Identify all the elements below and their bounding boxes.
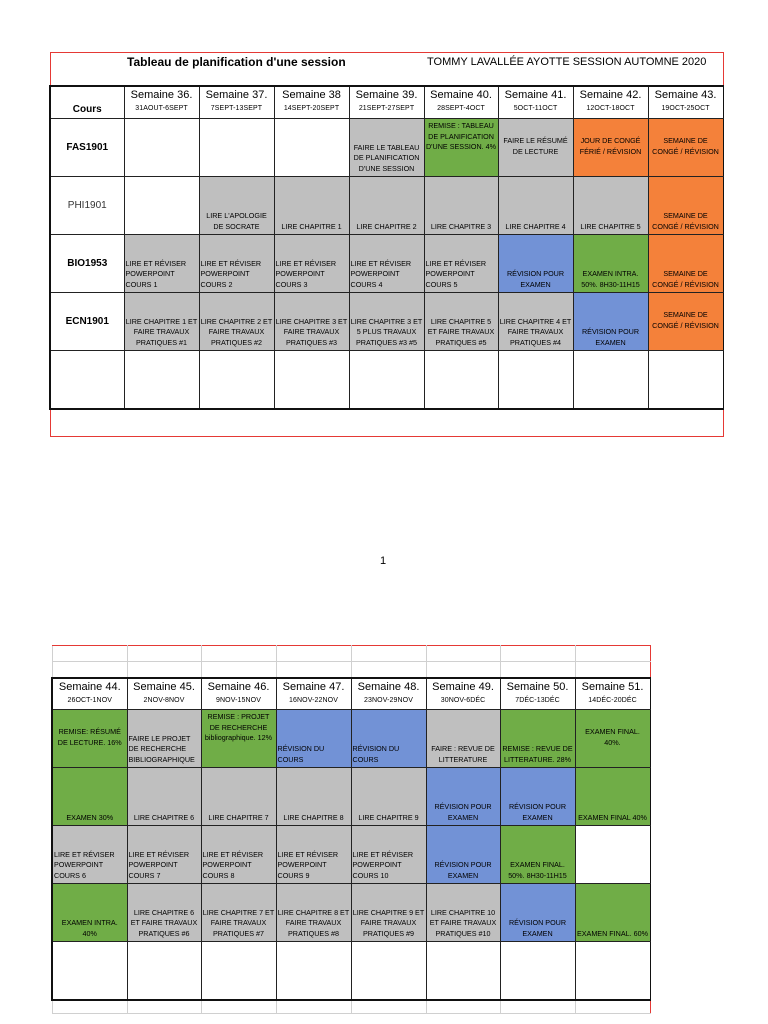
- planning-cell: RÉVISION POUR EXAMEN: [426, 768, 500, 826]
- grid-cell: [274, 71, 349, 86]
- grid-cell: [648, 409, 723, 423]
- week-label: Semaine 43.: [654, 89, 717, 102]
- planning-cell: RÉVISION DU COURS: [351, 710, 426, 768]
- week-label: Semaine 41.: [504, 89, 567, 102]
- week-header: [424, 86, 498, 119]
- week-header: [127, 678, 201, 710]
- planning-cell: LIRE ET RÉVISER POWERPOINT COURS 2: [199, 235, 274, 293]
- planning-cell: LIRE ET RÉVISER POWERPOINT COURS 8: [201, 826, 276, 884]
- grid-cell: [498, 409, 573, 423]
- week-label: Semaine 36.: [130, 89, 193, 102]
- student-session-label: TOMMY LAVALLÉE AYOTTE SESSION AUTOMNE 2020: [424, 53, 723, 71]
- week-dates: 14DÉC-20DÉC: [588, 696, 637, 704]
- grid-cell: [50, 71, 124, 86]
- grid-cell: [575, 662, 650, 678]
- week-label: Semaine 38: [282, 89, 341, 102]
- week-header: [426, 678, 500, 710]
- grid-cell: [199, 351, 274, 409]
- week-dates: 26OCT-1NOV: [67, 696, 113, 704]
- planning-cell: LIRE ET RÉVISER POWERPOINT COURS 3: [274, 235, 349, 293]
- page-number: 1: [380, 555, 387, 567]
- planning-cell: EXAMEN FINAL. 40%.: [575, 710, 650, 768]
- week-label: Semaine 50.: [506, 680, 569, 693]
- grid-cell: [127, 646, 201, 662]
- planning-cell: REMISE: RÉSUMÉ DE LECTURE. 16%: [52, 710, 127, 768]
- planning-cell: FAIRE : REVUE DE LITTERATURE: [426, 710, 500, 768]
- grid-cell: [50, 423, 124, 437]
- grid-cell: [276, 942, 351, 1000]
- planning-cell: EXAMEN FINAL. 60%: [575, 884, 650, 942]
- week-header: [199, 86, 274, 119]
- grid-cell: [127, 1000, 201, 1014]
- empty-cell: [52, 942, 127, 1000]
- week-label: Semaine 42.: [579, 89, 642, 102]
- grid-cell: [351, 646, 426, 662]
- grid-cell: [575, 1000, 650, 1014]
- course-code: PHI1901: [50, 177, 124, 235]
- planning-cell: FAIRE LE RÉSUMÉ DE LECTURE: [498, 119, 573, 177]
- empty-cell: [50, 351, 124, 409]
- planning-cell: LIRE CHAPITRE 10 ET FAIRE TRAVAUX PRATIQUES #10: [426, 884, 500, 942]
- grid-cell: [573, 351, 648, 409]
- planning-cell: LIRE ET RÉVISER POWERPOINT COURS 5: [424, 235, 498, 293]
- week-label: Semaine 51.: [581, 680, 644, 693]
- week-dates: 7DÉC-13DÉC: [515, 696, 560, 704]
- planning-cell: LIRE CHAPITRE 9: [351, 768, 426, 826]
- week-label: Semaine 47.: [282, 680, 345, 693]
- planning-cell: [124, 119, 199, 177]
- course-code: ECN1901: [50, 293, 124, 351]
- planning-cell: EXAMEN FINAL. 50%. 8H30-11H15: [500, 826, 575, 884]
- planning-cell: LIRE ET RÉVISER POWERPOINT COURS 10: [351, 826, 426, 884]
- grid-cell: [573, 71, 648, 86]
- planning-cell: LIRE CHAPITRE 3: [424, 177, 498, 235]
- week-dates: 31AOUT-6SEPT: [135, 105, 188, 113]
- week-header: [498, 86, 573, 119]
- grid-cell: [50, 409, 124, 423]
- week-header: [124, 86, 199, 119]
- planning-cell: FAIRE LE PROJET DE RECHERCHE BIBLIOGRAPHIQUE: [127, 710, 201, 768]
- planning-cell: REMISE : PROJET DE RECHERCHE bibliographique. 12%: [201, 710, 276, 768]
- planning-cell: LIRE L'APOLOGIE DE SOCRATE: [199, 177, 274, 235]
- grid-cell: [648, 423, 723, 437]
- week-dates: 16NOV-22NOV: [289, 696, 338, 704]
- grid-cell: [274, 409, 349, 423]
- week-header: [201, 678, 276, 710]
- column-header-cours: Cours: [50, 86, 124, 119]
- grid-cell: [201, 1000, 276, 1014]
- planning-cell: LIRE CHAPITRE 3 ET FAIRE TRAVAUX PRATIQUES #3: [274, 293, 349, 351]
- grid-cell: [274, 351, 349, 409]
- grid-cell: [426, 1000, 500, 1014]
- planning-cell: LIRE CHAPITRE 2 ET FAIRE TRAVAUX PRATIQUES #2: [199, 293, 274, 351]
- week-header: [351, 678, 426, 710]
- grid-cell: [52, 646, 127, 662]
- grid-cell: [127, 662, 201, 678]
- grid-cell: [349, 423, 424, 437]
- course-code: FAS1901: [50, 119, 124, 177]
- week-header: [274, 86, 349, 119]
- empty-cell: [50, 53, 124, 71]
- week-header: [52, 678, 127, 710]
- grid-cell: [276, 662, 351, 678]
- grid-cell: [351, 942, 426, 1000]
- week-label: Semaine 44.: [58, 680, 121, 693]
- week-label: Semaine 48.: [357, 680, 420, 693]
- planning-cell: SEMAINE DE CONGÉ / RÉVISION: [648, 177, 723, 235]
- week-label: Semaine 37.: [205, 89, 268, 102]
- grid-cell: [575, 646, 650, 662]
- planning-cell: LIRE CHAPITRE 4: [498, 177, 573, 235]
- course-code: BIO1953: [50, 235, 124, 293]
- week-label: Semaine 40.: [430, 89, 492, 102]
- empty-cell: [349, 53, 424, 71]
- week-dates: 23NOV-29NOV: [364, 696, 413, 704]
- planning-cell: LIRE CHAPITRE 1: [274, 177, 349, 235]
- grid-cell: [648, 71, 723, 86]
- grid-cell: [500, 646, 575, 662]
- planning-cell: RÉVISION POUR EXAMEN: [500, 884, 575, 942]
- planning-cell: LIRE ET RÉVISER POWERPOINT COURS 1: [124, 235, 199, 293]
- week-dates: 30NOV-6DÉC: [440, 696, 486, 704]
- week-dates: 7SEPT-13SEPT: [210, 105, 263, 113]
- grid-cell: [424, 71, 498, 86]
- grid-cell: [426, 646, 500, 662]
- grid-cell: [500, 942, 575, 1000]
- grid-cell: [500, 662, 575, 678]
- planning-table-page-1: [49, 52, 724, 437]
- planning-cell: REMISE : REVUE DE LITTERATURE. 28%: [500, 710, 575, 768]
- planning-table-page-2: [51, 645, 651, 1014]
- planning-cell: SEMAINE DE CONGÉ / RÉVISION: [648, 293, 723, 351]
- planning-cell: [274, 119, 349, 177]
- planning-cell: LIRE CHAPITRE 5 ET FAIRE TRAVAUX PRATIQUES #5: [424, 293, 498, 351]
- planning-cell: LIRE CHAPITRE 6 ET FAIRE TRAVAUX PRATIQUES #6: [127, 884, 201, 942]
- grid-cell: [349, 409, 424, 423]
- planning-cell: LIRE CHAPITRE 9 ET FAIRE TRAVAUX PRATIQUES #9: [351, 884, 426, 942]
- planning-cell: RÉVISION POUR EXAMEN: [500, 768, 575, 826]
- week-header: [500, 678, 575, 710]
- week-label: Semaine 49.: [432, 680, 494, 693]
- grid-cell: [349, 71, 424, 86]
- week-dates: 21SEPT-27SEPT: [358, 105, 415, 113]
- grid-cell: [124, 409, 199, 423]
- grid-cell: [424, 351, 498, 409]
- planning-cell: EXAMEN 30%: [52, 768, 127, 826]
- grid-cell: [199, 409, 274, 423]
- week-dates: 12OCT-18OCT: [586, 105, 635, 113]
- planning-cell: SEMAINE DE CONGÉ / RÉVISION: [648, 235, 723, 293]
- grid-cell: [351, 1000, 426, 1014]
- grid-cell: [573, 423, 648, 437]
- grid-cell: [424, 409, 498, 423]
- planning-cell: LIRE ET RÉVISER POWERPOINT COURS 9: [276, 826, 351, 884]
- grid-cell: [424, 423, 498, 437]
- grid-cell: [127, 942, 201, 1000]
- planning-cell: RÉVISION DU COURS: [276, 710, 351, 768]
- grid-cell: [500, 1000, 575, 1014]
- planning-cell: EXAMEN INTRA. 50%. 8H30-11H15: [573, 235, 648, 293]
- grid-cell: [349, 351, 424, 409]
- week-header: [575, 678, 650, 710]
- grid-cell: [498, 423, 573, 437]
- grid-cell: [276, 646, 351, 662]
- planning-cell: RÉVISION POUR EXAMEN: [426, 826, 500, 884]
- grid-cell: [52, 662, 127, 678]
- planning-cell: RÉVISION POUR EXAMEN: [498, 235, 573, 293]
- week-header: [276, 678, 351, 710]
- planning-cell: LIRE CHAPITRE 3 ET 5 PLUS TRAVAUX PRATIQUES #3 #5: [349, 293, 424, 351]
- grid-cell: [276, 1000, 351, 1014]
- week-dates: 2NOV-8NOV: [143, 696, 185, 704]
- week-label: Semaine 46.: [207, 680, 270, 693]
- week-header: [648, 86, 723, 119]
- grid-cell: [201, 662, 276, 678]
- grid-cell: [274, 423, 349, 437]
- grid-cell: [124, 423, 199, 437]
- planning-cell: LIRE CHAPITRE 1 ET FAIRE TRAVAUX PRATIQUES #1: [124, 293, 199, 351]
- planning-cell: LIRE ET RÉVISER POWERPOINT COURS 7: [127, 826, 201, 884]
- planning-cell: LIRE CHAPITRE 6: [127, 768, 201, 826]
- planning-cell: RÉVISION POUR EXAMEN: [573, 293, 648, 351]
- planning-cell: LIRE CHAPITRE 8 ET FAIRE TRAVAUX PRATIQUES #8: [276, 884, 351, 942]
- week-label: Semaine 39.: [355, 89, 418, 102]
- grid-cell: [575, 942, 650, 1000]
- week-dates: 14SEPT-20SEPT: [283, 105, 340, 113]
- planning-cell: EXAMEN FINAL 40%: [575, 768, 650, 826]
- grid-cell: [648, 351, 723, 409]
- planning-cell: SEMAINE DE CONGÉ / RÉVISION: [648, 119, 723, 177]
- week-header: [573, 86, 648, 119]
- planning-cell: JOUR DE CONGÉ FÉRIÉ / RÉVISION: [573, 119, 648, 177]
- week-header: [349, 86, 424, 119]
- grid-cell: [201, 942, 276, 1000]
- planning-cell: LIRE CHAPITRE 2: [349, 177, 424, 235]
- planning-cell: REMISE : TABLEAU DE PLANIFICATION D'UNE SESSION. 4%: [424, 119, 498, 177]
- grid-cell: [199, 71, 274, 86]
- week-dates: 9NOV-15NOV: [216, 696, 261, 704]
- planning-cell: LIRE CHAPITRE 8: [276, 768, 351, 826]
- planning-cell: [199, 119, 274, 177]
- grid-cell: [426, 942, 500, 1000]
- grid-cell: [351, 662, 426, 678]
- planning-cell: LIRE ET RÉVISER POWERPOINT COURS 6: [52, 826, 127, 884]
- planning-cell: LIRE CHAPITRE 5: [573, 177, 648, 235]
- grid-cell: [124, 351, 199, 409]
- grid-cell: [52, 1000, 127, 1014]
- planning-cell: LIRE CHAPITRE 4 ET FAIRE TRAVAUX PRATIQUES #4: [498, 293, 573, 351]
- planning-cell: EXAMEN INTRA. 40%: [52, 884, 127, 942]
- planning-cell: [124, 177, 199, 235]
- week-dates: 5OCT-11OCT: [513, 105, 558, 113]
- sheet-title: Tableau de planification d'une session: [124, 53, 349, 71]
- grid-cell: [573, 409, 648, 423]
- planning-cell: FAIRE LE TABLEAU DE PLANIFICATION D'UNE SESSION: [349, 119, 424, 177]
- week-dates: 28SEPT-4OCT: [437, 105, 485, 113]
- planning-cell: LIRE CHAPITRE 7: [201, 768, 276, 826]
- grid-cell: [124, 71, 199, 86]
- planning-cell: LIRE ET RÉVISER POWERPOINT COURS 4: [349, 235, 424, 293]
- grid-cell: [498, 351, 573, 409]
- week-dates: 19OCT-25OCT: [661, 105, 710, 113]
- planning-cell: [575, 826, 650, 884]
- week-label: Semaine 45.: [133, 680, 195, 693]
- grid-cell: [426, 662, 500, 678]
- grid-cell: [199, 423, 274, 437]
- grid-cell: [201, 646, 276, 662]
- planning-cell: LIRE CHAPITRE 7 ET FAIRE TRAVAUX PRATIQUES #7: [201, 884, 276, 942]
- grid-cell: [498, 71, 573, 86]
